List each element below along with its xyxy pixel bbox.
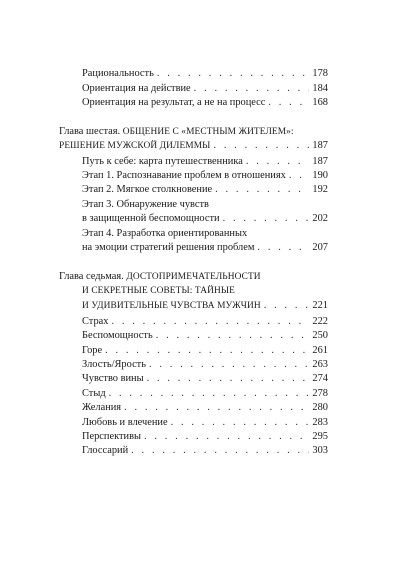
toc-entry <box>82 344 328 358</box>
leader-dots <box>289 169 310 183</box>
leader-dots <box>171 416 310 430</box>
toc-entry-title: Рациональность <box>82 68 154 79</box>
toc-entry-page: 222 <box>312 316 328 327</box>
toc-entry <box>82 329 328 343</box>
toc-entry <box>82 155 328 169</box>
toc-entry-title: Горе <box>82 345 103 356</box>
leader-dots <box>257 241 309 255</box>
chapter-title-part: ДОСТОПРИМЕЧАТЕЛЬНОСТИ <box>126 272 261 282</box>
toc-entry-page: 190 <box>312 170 328 181</box>
toc-entry-title: Стыд <box>82 388 106 399</box>
toc-entry <box>82 82 328 96</box>
leader-dots <box>246 155 310 169</box>
leader-dots <box>194 82 310 96</box>
leader-dots <box>268 96 309 110</box>
leader-dots <box>131 444 309 458</box>
toc-entry-page: 263 <box>312 359 328 370</box>
toc-entry-page: 278 <box>312 388 328 399</box>
toc-entry <box>82 444 328 458</box>
toc-entry <box>82 183 328 197</box>
toc-entry-page: 261 <box>312 345 328 356</box>
toc-entry-title-line-1: Этап 3. Обнаружение чувств <box>82 199 209 210</box>
toc-entry-title: в защищенной беспомощности <box>82 213 220 224</box>
toc-entry <box>82 416 328 430</box>
leader-dots <box>105 344 309 358</box>
toc-entry-page: 274 <box>312 373 328 384</box>
chapter-title-part: И СЕКРЕТНЫЕ СОВЕТЫ: ТАЙНЫЕ <box>82 286 235 296</box>
leader-dots <box>223 212 310 226</box>
toc-entry-title: Этап 1. Распознавание проблем в отношениях <box>82 170 286 181</box>
toc-entry-page: 178 <box>312 68 328 79</box>
toc-entry <box>82 358 328 372</box>
toc-entry-title: Любовь и влечение <box>82 417 168 428</box>
toc-entry-title-line-1: Этап 4. Разработка ориентированных <box>82 228 248 239</box>
toc-entry <box>82 241 328 255</box>
toc-entry <box>82 387 328 401</box>
leader-dots <box>149 358 309 372</box>
chapter-title-part: И УДИВИТЕЛЬНЫЕ ЧУВСТВА МУЖЧИН <box>82 301 261 311</box>
chapter-title-part: РЕШЕНИЕ МУЖСКОЙ ДИЛЕММЫ <box>59 141 211 151</box>
chapter-prefix: Глава седьмая. <box>59 271 124 282</box>
toc-entry <box>82 96 328 110</box>
toc-entry-title: Страх <box>82 316 109 327</box>
leader-dots <box>144 430 309 444</box>
toc-entry-title: Чувство вины <box>82 373 144 384</box>
toc-entry-title: Глоссарий <box>82 445 129 456</box>
toc-entry <box>82 430 328 444</box>
toc-entry-title: Ориентация на результат, а не на процесс <box>82 97 266 108</box>
chapter-heading-line-2 <box>59 139 328 153</box>
chapter-heading-line-3 <box>82 299 328 313</box>
toc-entry <box>82 212 328 226</box>
chapter-heading-line-1 <box>59 125 294 139</box>
leader-dots <box>124 401 309 415</box>
chapter-prefix: Глава шестая. <box>59 126 121 137</box>
leader-dots <box>156 329 310 343</box>
toc-entry-page: 192 <box>312 184 328 195</box>
chapter-title-part: ОБЩЕНИЕ С «МЕСТНЫМ ЖИТЕЛЕМ»: <box>122 127 294 137</box>
chapter-page: 221 <box>312 300 328 311</box>
toc-entry-page: 202 <box>312 213 328 224</box>
toc-entry-page: 283 <box>312 417 328 428</box>
leader-dots <box>213 139 309 153</box>
toc-entry-page: 295 <box>312 431 328 442</box>
toc-entry-page: 187 <box>312 156 328 167</box>
toc-entry <box>82 401 328 415</box>
toc-entry <box>82 315 328 329</box>
leader-dots <box>264 299 310 313</box>
toc-entry <box>82 169 328 183</box>
toc-entry-title: Ориентация на действие <box>82 83 191 94</box>
leader-dots <box>215 183 309 197</box>
toc-entry-title: Перспективы <box>82 431 141 442</box>
toc-entry-page: 168 <box>312 97 328 108</box>
toc-entry-page: 280 <box>312 402 328 413</box>
toc-entry <box>82 67 328 81</box>
chapter-heading-line-2 <box>82 284 235 298</box>
chapter-heading-line-1 <box>59 270 261 284</box>
toc-entry-title: Желания <box>82 402 122 413</box>
toc-entry-page: 303 <box>312 445 328 456</box>
toc-entry-page: 207 <box>312 242 328 253</box>
toc-entry-title: Этап 2. Мягкое столкновение <box>82 184 213 195</box>
toc-entry-title: Путь к себе: карта путешественника <box>82 156 243 167</box>
toc-entry-title: Беспомощность <box>82 330 153 341</box>
toc-entry-title: на эмоции стратегий решения проблем <box>82 242 255 253</box>
leader-dots <box>157 67 310 81</box>
leader-dots <box>111 315 309 329</box>
toc-entry <box>82 372 328 386</box>
leader-dots <box>147 372 310 386</box>
leader-dots <box>109 387 310 401</box>
toc-entry-page: 250 <box>312 330 328 341</box>
toc-entry-title: Злость/Ярость <box>82 359 146 370</box>
toc-entry-page: 184 <box>312 83 328 94</box>
chapter-page: 187 <box>312 140 328 151</box>
